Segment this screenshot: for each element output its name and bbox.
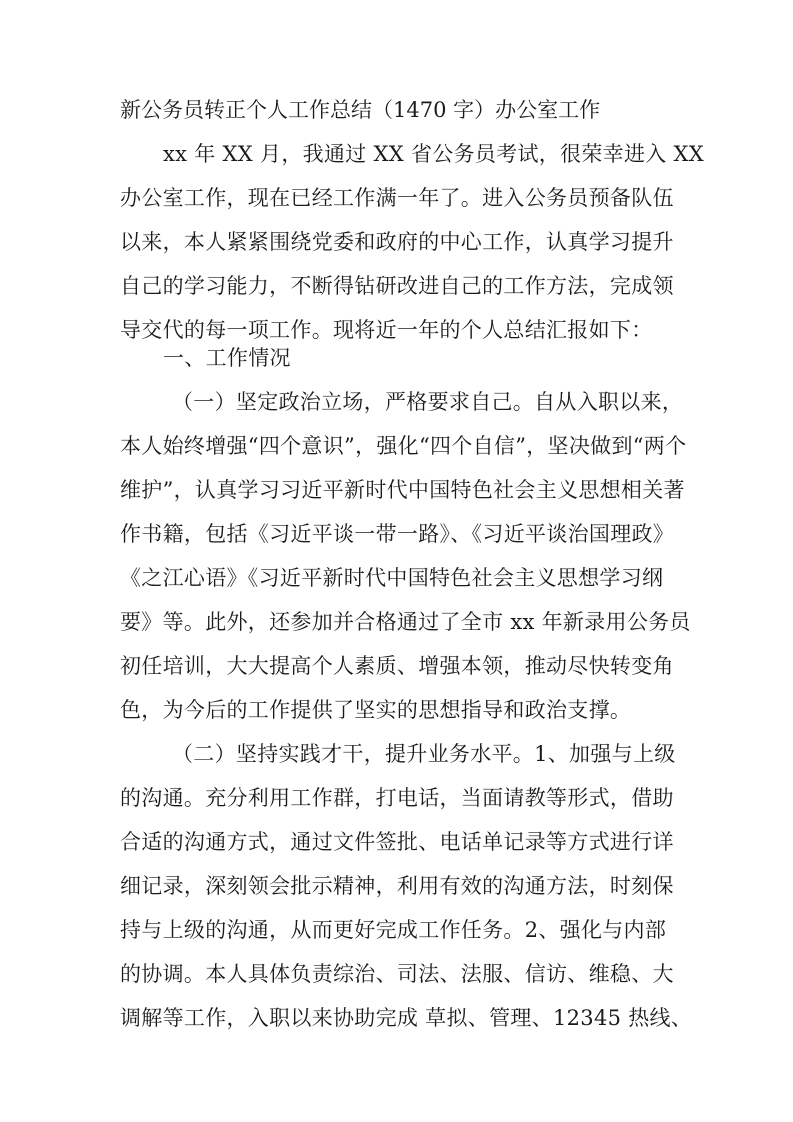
paragraph-line: 维护”，认真学习习近平新时代中国特色社会主义思想相关著 <box>120 478 685 502</box>
paragraph-line: 持与上级的沟通，从而更好完成工作任务。2、强化与内部 <box>120 918 667 942</box>
paragraph-line: 初任培训，大大提高个人素质、增强本领，推动尽快转变角 <box>120 654 674 678</box>
paragraph-line: 细记录，深刻领会批示精神，利用有效的沟通方法，时刻保 <box>120 874 674 898</box>
paragraph-line: 作书籍，包括《习近平谈一带一路》、《习近平谈治国理政》 <box>120 522 675 546</box>
paragraph-line: 自己的学习能力，不断得钻研改进自己的工作方法，完成领 <box>120 274 674 298</box>
paragraph-line: （二）坚持实践才干，提升业务水平。1、加强与上级 <box>172 742 676 766</box>
paragraph-line: 本人始终增强“四个意识”，强化“四个自信”，坚决做到“两个 <box>120 434 687 458</box>
paragraph-line: 的沟通。充分利用工作群，打电话，当面请教等形式，借助 <box>120 786 674 810</box>
paragraph-line: 导交代的每一项工作。现将近一年的个人总结汇报如下： <box>120 318 653 342</box>
paragraph-line: 要》等。此外，还参加并合格通过了全市 xx 年新录用公务员 <box>120 610 691 634</box>
paragraph-line: 调解等工作，入职以来协助完成 草拟、管理、12345 热线、 <box>120 1006 693 1030</box>
paragraph-line: 色，为今后的工作提供了坚实的思想指导和政治支撑。 <box>120 698 632 722</box>
paragraph-line: 《之江心语》《习近平新时代中国特色社会主义思想学习纲 <box>120 566 664 590</box>
paragraph-line: 的协调。本人具体负责综治、司法、法服、信访、维稳、大 <box>120 962 674 986</box>
paragraph-line: （一）坚定政治立场，严格要求自己。自从入职以来， <box>172 390 684 414</box>
paragraph-line: 办公室工作，现在已经工作满一年了。进入公务员预备队伍 <box>120 186 674 210</box>
paragraph-line: 以来，本人紧紧围绕党委和政府的中心工作，认真学习提升 <box>120 230 674 254</box>
document-title: 新公务员转正个人工作总结（1470 字）办公室工作 <box>120 98 601 122</box>
paragraph-line: xx 年 XX 月，我通过 XX 省公务员考试，很荣幸进入 XX <box>163 142 705 166</box>
paragraph-line: 合适的沟通方式，通过文件签批、电话单记录等方式进行详 <box>120 830 674 854</box>
section-heading: 一、工作情况 <box>163 346 291 370</box>
